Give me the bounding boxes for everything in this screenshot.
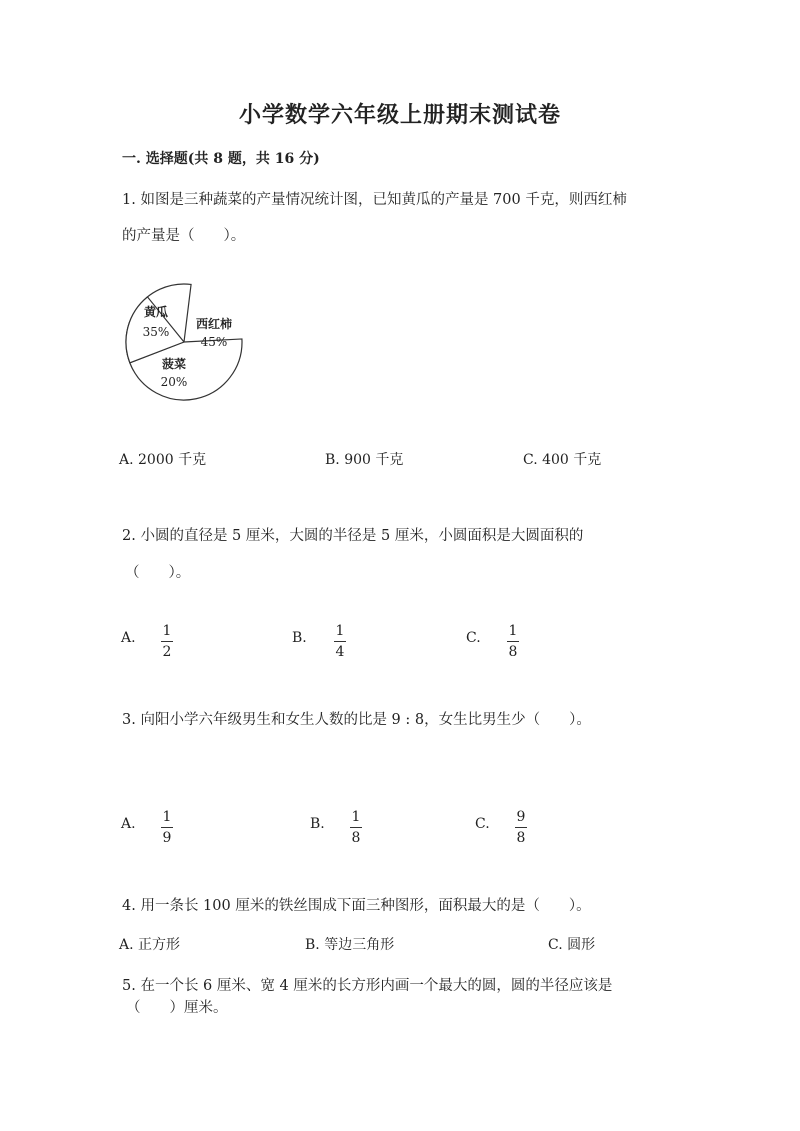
fraction-bar xyxy=(161,641,173,642)
fraction-bar xyxy=(334,641,346,642)
denominator: 2 xyxy=(162,644,172,660)
q2-text-line1: 2. 小圆的直径是 5 厘米，大圆的半径是 5 厘米，小圆面积是大圆面积的 xyxy=(122,528,584,544)
q4-option-c[interactable]: C. 圆形 xyxy=(548,937,596,953)
q3-option-b-fraction[interactable] xyxy=(344,810,368,847)
pie-label-spinach: 菠菜 xyxy=(161,357,187,371)
q3-option-a-fraction[interactable] xyxy=(155,810,179,847)
denominator: 8 xyxy=(351,830,361,846)
pie-label-cucumber: 黄瓜 xyxy=(143,305,169,319)
q2-option-c-fraction[interactable] xyxy=(501,624,525,661)
q2-option-a-fraction[interactable] xyxy=(155,624,179,661)
fraction-bar xyxy=(161,827,173,828)
q3-option-c-letter[interactable]: C. xyxy=(475,816,490,832)
denominator: 9 xyxy=(162,830,172,846)
page-title: 小学数学六年级上册期末测试卷 xyxy=(238,102,561,128)
numerator: 1 xyxy=(351,809,361,825)
q3-option-c-fraction[interactable] xyxy=(509,810,533,847)
pie-value-cucumber: 35% xyxy=(142,325,170,339)
q3-option-b-letter[interactable]: B. xyxy=(310,816,325,832)
q2-option-b-letter[interactable]: B. xyxy=(292,630,307,646)
q1-text-line1: 1. 如图是三种蔬菜的产量情况统计图，已知黄瓜的产量是 700 千克，则西红柿 xyxy=(122,192,627,208)
q4-option-a[interactable]: A. 正方形 xyxy=(119,937,181,953)
q1-text-line2: 的产量是（ ）。 xyxy=(122,228,246,244)
denominator: 8 xyxy=(508,644,518,660)
pie-chart xyxy=(124,282,244,402)
q4-option-b[interactable]: B. 等边三角形 xyxy=(305,937,395,953)
q2-option-a-letter[interactable]: A. xyxy=(121,630,136,646)
q2-text-line2: （ ）。 xyxy=(125,565,191,581)
fraction-bar xyxy=(507,641,519,642)
fraction-bar xyxy=(350,827,362,828)
denominator: 8 xyxy=(516,830,526,846)
q3-text-line1: 3. 向阳小学六年级男生和女生人数的比是 9 : 8，女生比男生少（ ）。 xyxy=(122,712,591,728)
numerator: 1 xyxy=(335,623,345,639)
q1-option-a[interactable]: A. 2000 千克 xyxy=(119,452,207,468)
q5-text-line1: 5. 在一个长 6 厘米、宽 4 厘米的长方形内画一个最大的圆，圆的半径应该是 xyxy=(122,978,613,994)
q4-text-line1: 4. 用一条长 100 厘米的铁丝围成下面三种图形，面积最大的是（ ）。 xyxy=(122,898,591,914)
pie-value-spinach: 20% xyxy=(160,375,188,389)
q2-option-b-fraction[interactable] xyxy=(328,624,352,661)
q2-option-c-letter[interactable]: C. xyxy=(466,630,481,646)
q5-text-line2: （ ）厘米。 xyxy=(126,1000,228,1016)
pie-label-tomato: 西红柿 xyxy=(195,317,233,331)
denominator: 4 xyxy=(335,644,345,660)
numerator: 1 xyxy=(162,623,172,639)
numerator: 1 xyxy=(508,623,518,639)
numerator: 1 xyxy=(162,809,172,825)
pie-value-tomato: 45% xyxy=(200,335,228,349)
fraction-bar xyxy=(515,827,527,828)
q1-option-c[interactable]: C. 400 千克 xyxy=(523,452,602,468)
q3-option-a-letter[interactable]: A. xyxy=(121,816,136,832)
q1-option-b[interactable]: B. 900 千克 xyxy=(325,452,404,468)
numerator: 9 xyxy=(516,809,526,825)
section-heading: 一. 选择题(共 8 题，共 16 分) xyxy=(122,151,320,167)
